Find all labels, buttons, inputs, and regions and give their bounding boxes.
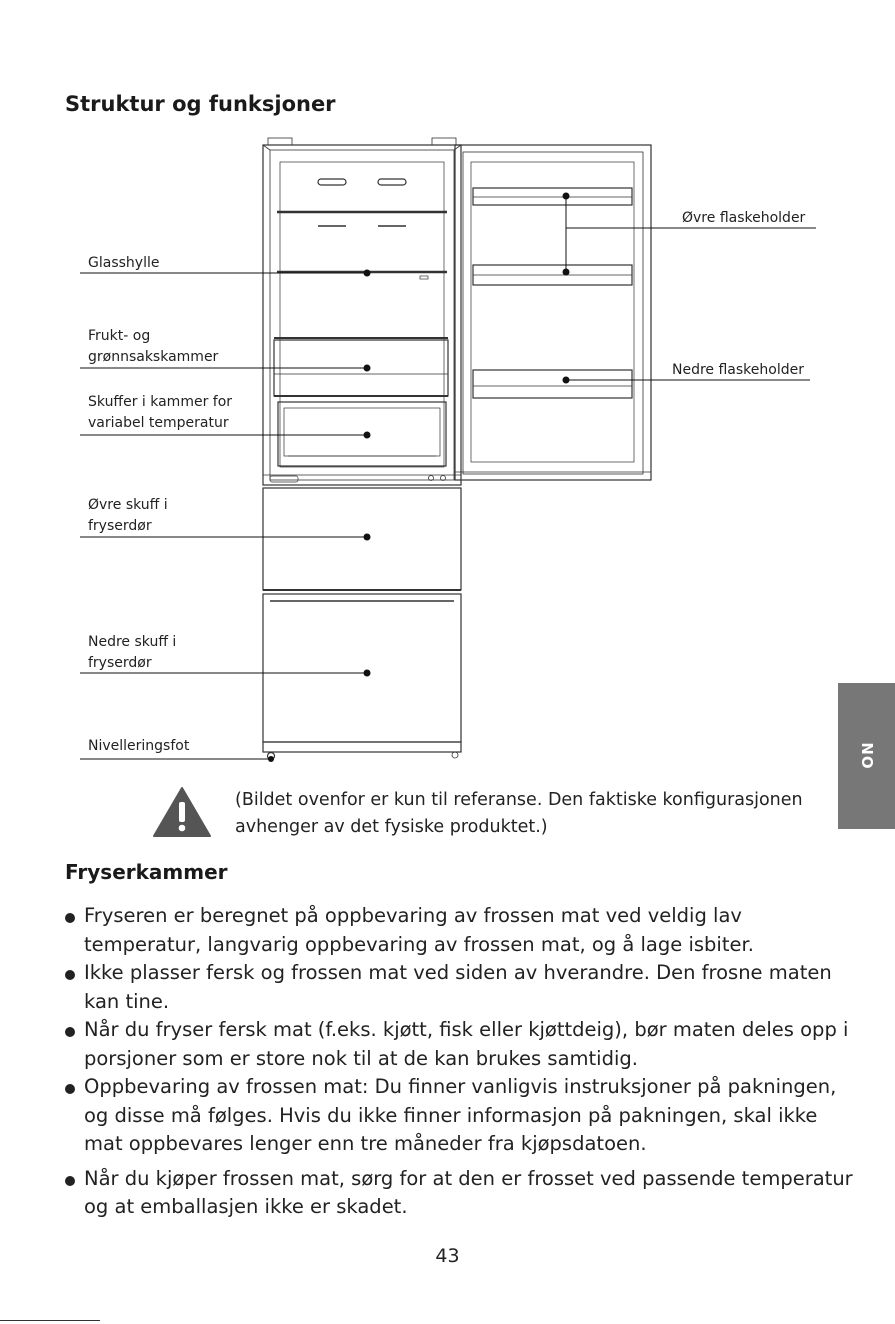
label-ovre-skuff-fryserdor: Øvre skuff i fryserdør [88,497,168,534]
list-item: Oppbevaring av frossen mat: Du finner vanligvis instruksjoner på pakningen, og disse må følges. Hvis du ikke finner informasjon på pakningen, skal ikke mat oppbevares lenger enn tre måneder fra kjøpsdatoen. [65,1073,855,1159]
page-title: Struktur og funksjoner [65,92,336,116]
label-ovre-flaskeholder: Øvre flaskeholder [682,210,806,226]
list-item: Fryseren er beregnet på oppbevaring av frossen mat ved veldig lav temperatur, langvarig oppbevaring av frossen mat, og å lage isbiter. [65,902,855,959]
list-item: Når du fryser fersk mat (f.eks. kjøtt, fisk eller kjøttdeig), bør maten deles opp i porsjoner som er store nok til at de kan brukes samtidig. [65,1016,855,1073]
fridge-compartment-outline [263,145,461,485]
page-number: 43 [435,1245,460,1267]
language-tab-label: NO [857,742,876,770]
footer-divider [0,1320,100,1321]
label-glasshylle: Glasshylle [88,255,160,271]
warning-triangle-icon [152,786,212,838]
warning-text: (Bildet ovenfor er kun til referanse. Den faktiske konfigurasjonen avhenger av det fysiske produktet.) [235,790,803,837]
bullet-list [65,902,855,1222]
section-title: Fryserkammer [65,860,228,884]
list-item: Når du kjøper frossen mat, sørg for at den er frosset ved passende temperatur og at emballasjen ikke er skadet. [65,1165,855,1222]
label-frukt-og-gronnsakskammer: Frukt- og grønnsakskammer [88,328,219,365]
label-skuffer-variabel-temperatur: Skuffer i kammer for variabel temperatur [88,394,233,431]
label-nedre-flaskeholder: Nedre flaskeholder [672,362,804,378]
label-nivelleringsfot: Nivelleringsfot [88,738,190,754]
language-tab [838,683,895,829]
label-nedre-skuff-fryserdor: Nedre skuff i fryserdør [88,634,177,671]
list-item: Ikke plasser fersk og frossen mat ved siden av hverandre. Den frosne maten kan tine. [65,959,855,1016]
